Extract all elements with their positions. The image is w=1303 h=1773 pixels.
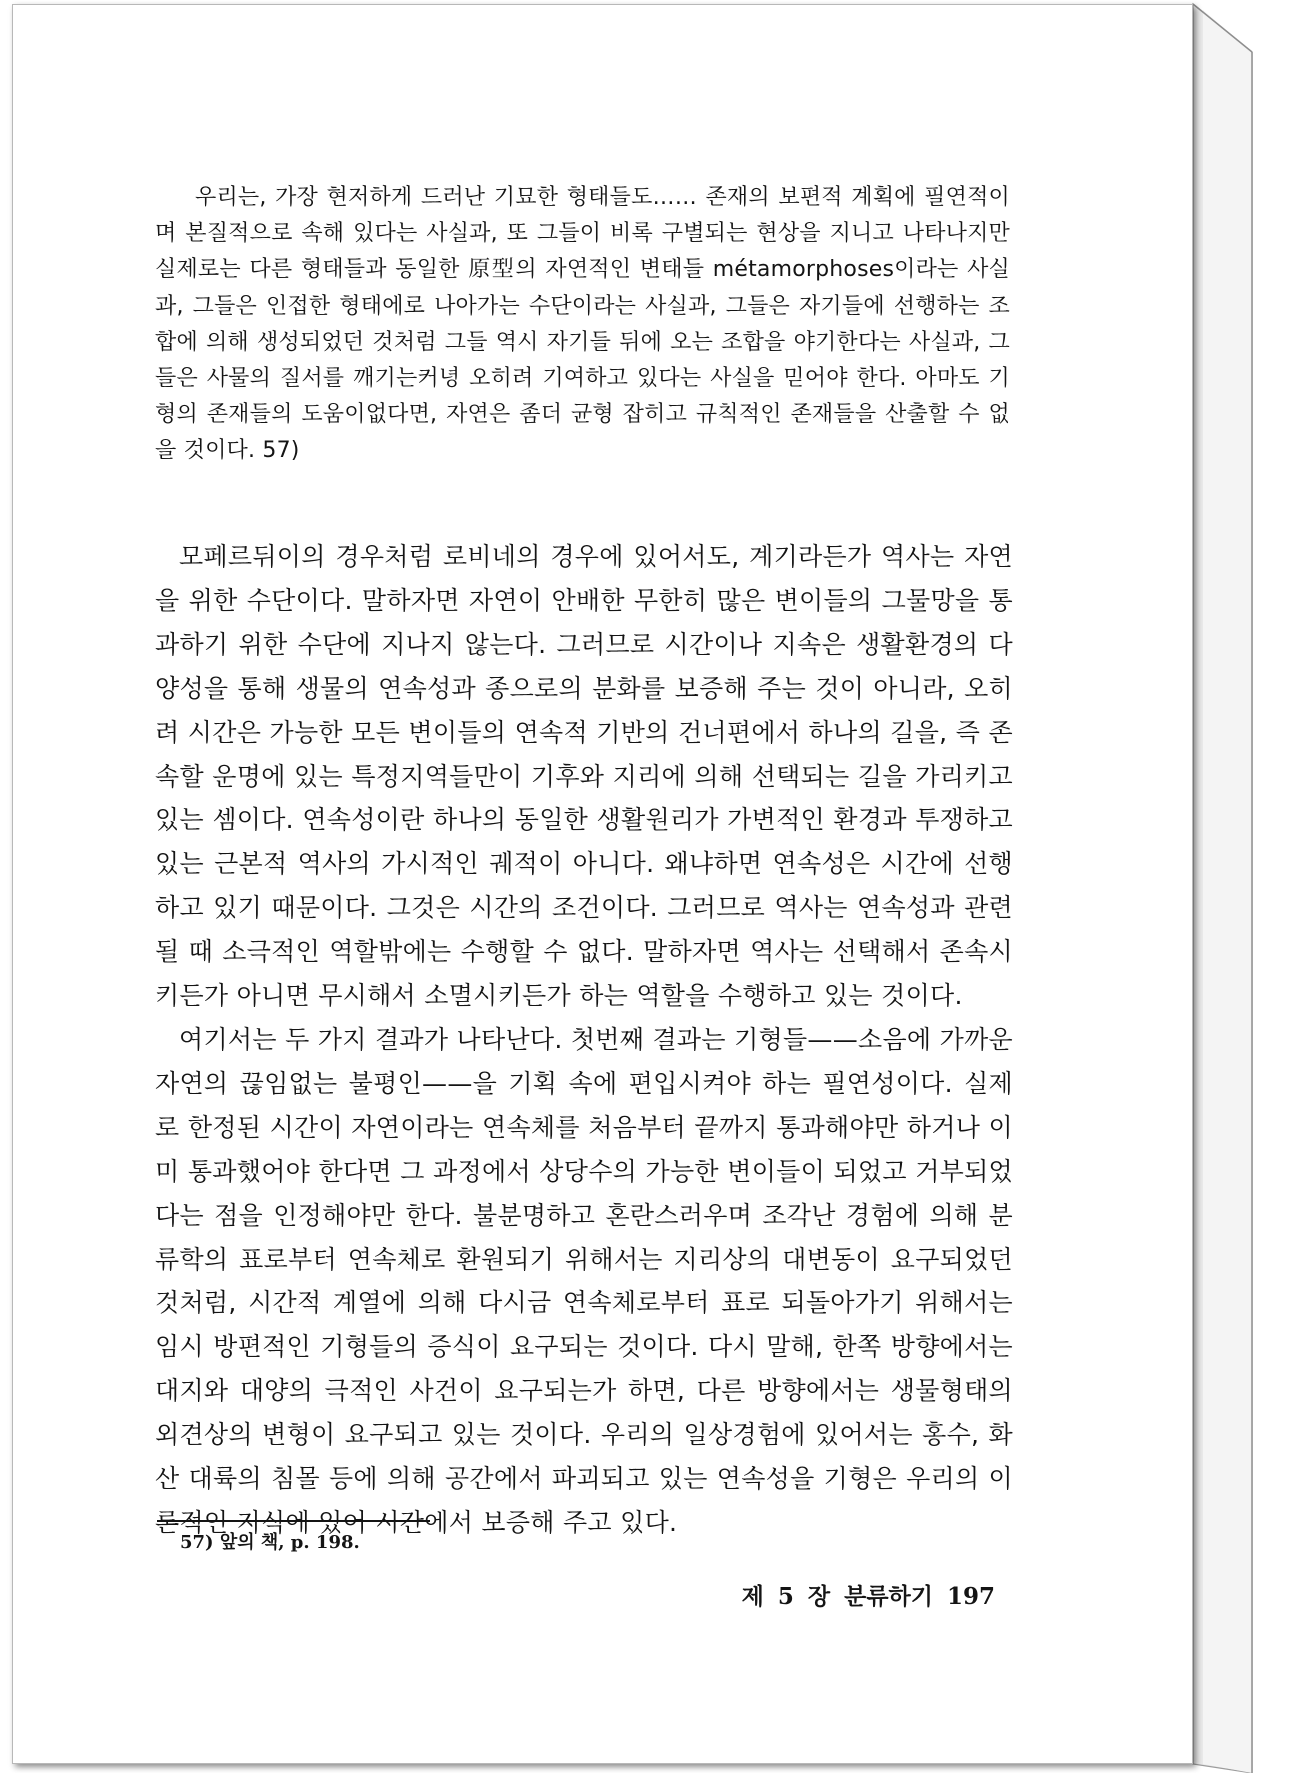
footnote-divider <box>157 1520 430 1522</box>
chapter-title: 분류하기 <box>844 1583 933 1610</box>
body-text <box>155 535 1013 1545</box>
paragraph-1: 모페르뒤이의 경우처럼 로비네의 경우에 있어서도, 계기라든가 역사는 자연을 위한 수단이다. 말하자면 자연이 안배한 무한히 많은 변이들의 그물망을 통과하기 위한 수단에 지나지 않는다. 그러므로 시간이나 지속은 생활환경의 다양성을 통해 생물의 연속성과 종으로의 분화를 보증해 주는 것이 아니라, 오히려 시간은 가능한 모든 변이들의 연속적 기반의 건너편에서 하나의 길을, 즉 존속할 운명에 있는 특정지역들만이 기후와 지리에 의해 선택되는 길을 가리키고 있는 셈이다. 연속성이란 하나의 동일한 생활원리가 가변적인 환경과 투쟁하고 있는 근본적 역사의 가시적인 궤적이 아니다. 왜냐하면 연속성은 시간에 선행하고 있기 때문이다. 그것은 시간의 조건이다. 그러므로 역사는 연속성과 관련될 때 소극적인 역할밖에는 수행할 수 없다. 말하자면 역사는 선택해서 존속시키든가 아니면 무시해서 소멸시키든가 하는 역할을 수행하고 있는 것이다. <box>155 542 1013 1011</box>
paragraph-2: 여기서는 두 가지 결과가 나타난다. 첫번째 결과는 기형들——소음에 가까운 자연의 끊임없는 불평인——을 기획 속에 편입시켜야 하는 필연성이다. 실제로 한정된 시간이 자연이라는 연속체를 처음부터 끝까지 통과해야만 하거나 이미 통과했어야 한다면 그 과정에서 상당수의 가능한 변이들이 되었고 거부되었다는 점을 인정해야만 한다. 불분명하고 혼란스러우며 조각난 경험에 의해 분류학의 표로부터 연속체로 환원되기 위해서는 지리상의 대변동이 요구되었던 것처럼, 시간적 계열에 의해 다시금 연속체로부터 표로 되돌아가기 위해서는 임시 방편적인 기형들의 증식이 요구되는 것이다. 다시 말해, 한쪽 방향에서는 대지와 대양의 극적인 사건이 요구되는가 하면, 다른 방향에서는 생물형태의 외견상의 변형이 요구되고 있는 것이다. 우리의 일상경험에 있어서는 홍수, 화산 대륙의 침몰 등에 의해 공간에서 파괴되고 있는 연속성을 기형은 우리의 이론적인 지식에 있어 시간에서 보증해 주고 있다. <box>155 1024 1013 1537</box>
chapter-label: 제 5 장 <box>741 1583 831 1610</box>
running-footer <box>640 1578 995 1611</box>
page-number: 197 <box>946 1583 995 1610</box>
footnote: 57) 앞의 책, p. 198. <box>180 1532 360 1553</box>
block-quote: 우리는, 가장 현저하게 드러난 기묘한 형태들도…… 존재의 보편적 계획에 필연적이며 본질적으로 속해 있다는 사실과, 또 그들이 비록 구별되는 현상을 지니고 나타나지만 실제로는 다른 형태들과 동일한 原型의 자연적인 변태들 métamorphoses이라는 사실과, 그들은 인접한 형태에로 나아가는 수단이라는 사실과, 그들은 자기들에 선행하는 조합에 의해 생성되었던 것처럼 그들 역시 자기들 뒤에 오는 조합을 야기한다는 사실과, 그들은 사물의 질서를 깨기는커녕 오히려 기여하고 있다는 사실을 믿어야 한다. 아마도 기형의 존재들의 도움이없다면, 자연은 좀더 균형 잡히고 규칙적인 존재들을 산출할 수 없을 것이다. 57) <box>155 185 1010 464</box>
